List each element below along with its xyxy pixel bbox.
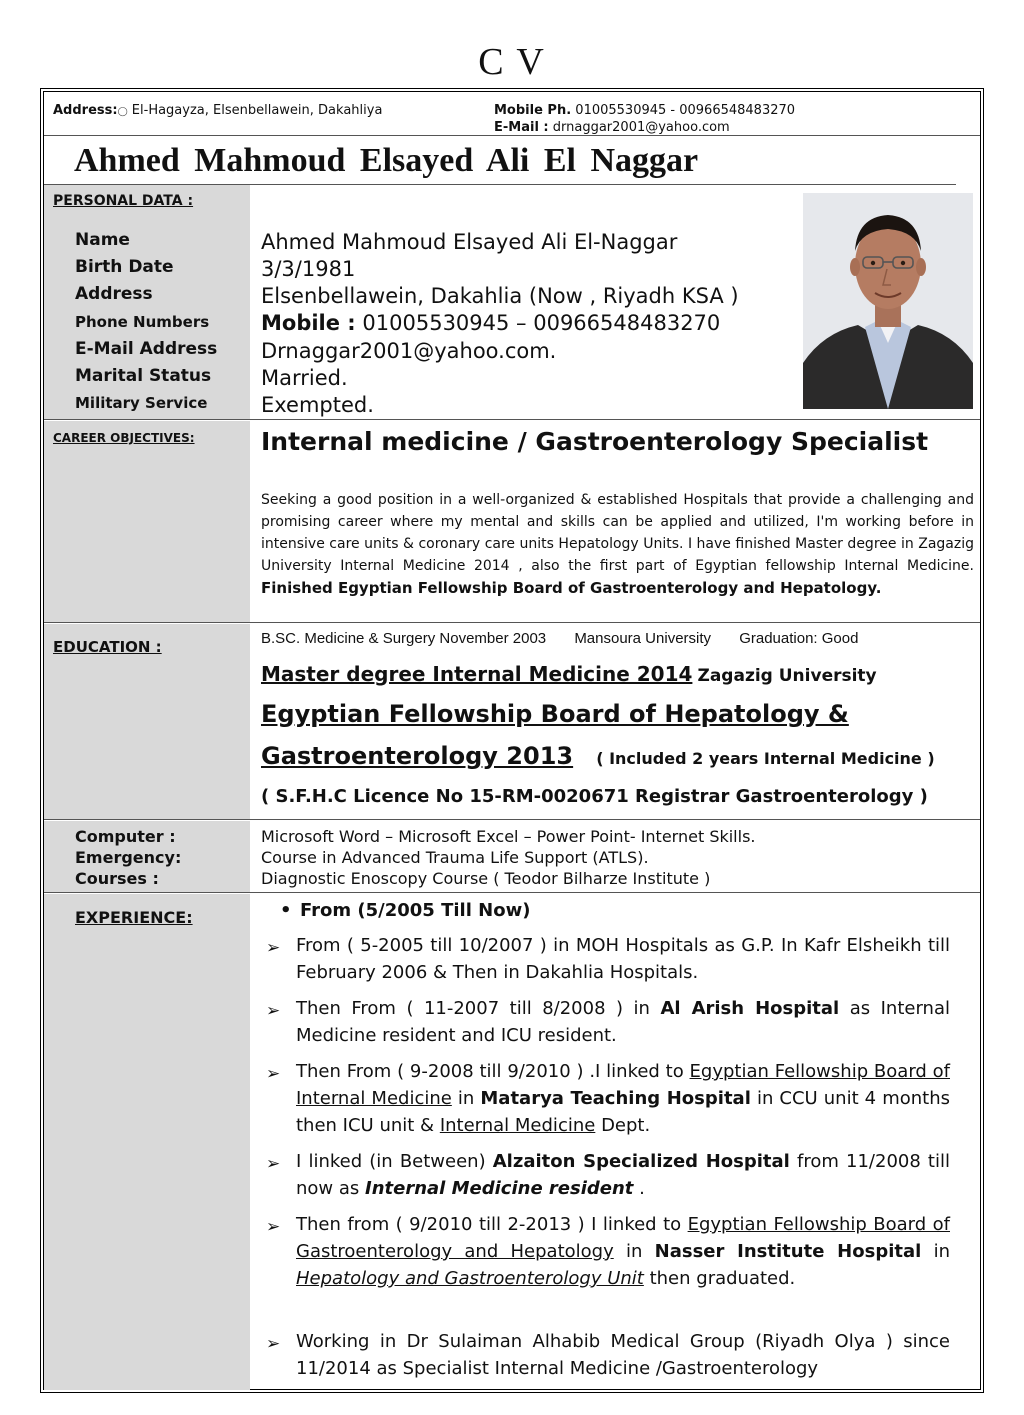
value-military-service: Exempted. [261,393,374,417]
personal-data-section [44,185,980,420]
exp3-text-a: Then From ( 9-2008 till 9/2010 ) .I linked to [296,1061,684,1082]
career-paragraph [261,489,974,600]
exp4-text-a: I linked (in Between) [296,1151,486,1172]
experience-heading: From (5/2005 Till Now) [300,900,531,921]
edu-fellowship-note: ( Included 2 years Internal Medicine ) [596,749,935,768]
skills-content-column [250,821,980,892]
exp4-text-e: . [639,1178,645,1199]
arrow-bullet-icon: ➢ [266,1217,281,1237]
personal-labels-column [44,185,250,419]
exp5-text-e: in [933,1241,950,1262]
education-title: EDUCATION : [53,638,162,656]
exp3-fellowship: Egyptian Fellowship Board of Internal Medicine [296,1061,950,1109]
edu-bsc-grade: Graduation: Good [739,630,859,647]
experience-section [44,894,980,1390]
label-address: Address [75,284,153,304]
experience-item-5 [296,1211,950,1292]
value-emergency: Course in Advanced Trauma Life Support (ATLS). [261,848,649,867]
edu-bsc-line [261,630,858,647]
exp5-text-a: Then from ( 9/2010 till 2-2013 ) I linked to [296,1214,682,1235]
profile-photo [803,193,973,409]
exp5-hospital: Nasser Institute Hospital [654,1241,922,1262]
arrow-bullet-icon: ➢ [266,1064,281,1084]
profile-photo-illustration [803,193,973,409]
edu-bsc-university: Mansoura University [574,630,712,647]
career-paragraph-bold: Finished Egyptian Fellowship Board of Gastroenterology and Hepatology. [261,579,882,597]
address-label: Address: [53,103,118,118]
value-marital-status: Married. [261,366,348,390]
value-computer: Microsoft Word – Microsoft Excel – Power Point- Internet Skills. [261,827,756,846]
arrow-bullet-icon: ➢ [266,1334,281,1354]
edu-master-university: Zagazig University [697,666,877,686]
edu-fellowship-line-2 [261,742,935,770]
education-label-column [44,624,250,819]
education-content-column [250,624,980,819]
experience-item-2 [296,995,950,1049]
label-computer: Computer : [75,827,176,846]
cv-frame [40,88,984,1393]
education-section [44,624,980,820]
label-name: Name [75,230,130,250]
mobile-numbers: 01005530945 – 00966548483270 [362,311,721,335]
exp4-text-c: from 11/2008 till now as [296,1151,950,1199]
email-label: E-Mail : [494,120,549,135]
label-military-service: Military Service [75,394,208,412]
email-line [494,120,730,135]
edu-master-line [261,662,877,686]
arrow-bullet-icon: ➢ [266,938,281,958]
edu-fellowship-year: Gastroenterology 2013 [261,742,574,770]
value-email-address[interactable]: Drnaggar2001@yahoo.com. [261,339,557,363]
label-birth-date: Birth Date [75,257,174,277]
edu-licence: ( S.F.H.C Licence No 15-RM-0020671 Registrar Gastroenterology ) [261,786,928,807]
cv-title: C V [478,41,546,83]
career-paragraph-text: Seeking a good position in a well-organized & established Hospitals that provide a challenging and promising career where my mental and skills can be applied and utilized, I'm working before in intensive care units & coronary care units Hepatology Units. I have finished Master degree in Zagazig University Internal Medicine 2014 , also the first part of Egyptian fellowship Internal Medicine. [261,492,974,574]
exp4-role: Internal Medicine resident [365,1178,634,1199]
exp5-text-g: then graduated. [649,1268,796,1289]
career-title: Internal medicine / Gastroenterology Specialist [261,427,929,456]
personal-data-title: PERSONAL DATA : [53,193,194,209]
exp2-text-c: as Internal Medicine resident and ICU resident. [296,998,950,1046]
career-objectives-section [44,421,980,623]
address-value: El-Hagayza, Elsenbellawein, Dakahliya [131,103,383,118]
exp3-hospital: Matarya Teaching Hospital [480,1088,751,1109]
exp3-dept: Internal Medicine [439,1115,596,1136]
contact-header [44,92,980,136]
experience-item-1: From ( 5-2005 till 10/2007 ) in MOH Hospitals as G.P. In Kafr Elsheikh till February 2006 & Then in Dakahlia Hospitals. [296,935,950,983]
address-line [53,103,382,118]
skills-section [44,821,980,893]
experience-label-column [44,894,250,1390]
value-address: Elsenbellawein, Dakahlia (Now , Riyadh KSA ) [261,284,739,308]
experience-item-3 [296,1058,950,1139]
value-phone-numbers [261,311,720,335]
exp3-text-e: in CCU unit 4 months then ICU unit & [296,1088,950,1136]
arrow-bullet-icon: ➢ [266,1001,281,1021]
exp3-text-g: Dept. [601,1115,651,1136]
exp4-hospital: Alzaiton Specialized Hospital [492,1151,790,1172]
edu-fellowship-line-1: Egyptian Fellowship Board of Hepatology & [261,700,849,728]
career-label-column [44,421,250,622]
arrow-bullet-icon: ➢ [266,1154,281,1174]
skills-label-column [44,821,250,892]
name-banner [44,136,980,184]
experience-title: EXPERIENCE: [75,908,193,927]
experience-item-6: Working in Dr Sulaiman Alhabib Medical Group (Riyadh Olya ) since 11/2014 as Specialist Internal Medicine /Gastroenterology [296,1331,950,1379]
exp5-text-c: in [625,1241,643,1262]
exp2-hospital: Al Arish Hospital [660,998,840,1019]
value-name: Ahmed Mahmoud Elsayed Ali El-Naggar [261,230,678,254]
label-phone-numbers: Phone Numbers [75,313,210,331]
label-courses: Courses : [75,869,159,888]
career-objectives-title: CAREER OBJECTIVES: [53,431,195,445]
exp2-text-a: Then From ( 11-2007 till 8/2008 ) in [296,998,650,1019]
exp5-fellowship: Egyptian Fellowship Board of Gastroenterology and Hepatology [296,1214,950,1262]
mobile-prefix: Mobile : [261,311,356,335]
personal-values-column [250,185,980,419]
edu-master: Master degree Internal Medicine 2014 [261,662,693,686]
experience-item-4 [296,1148,950,1202]
mobile-label: Mobile Ph. [494,103,572,118]
mobile-value: 01005530945 - 00966548483270 [575,103,796,118]
experience-content-column [250,894,980,1390]
value-birth-date: 3/3/1981 [261,257,356,281]
exp5-unit: Hepatology and Gastroenterology Unit [296,1268,644,1289]
career-content-column [250,421,980,622]
label-email-address: E-Mail Address [75,339,218,359]
mobile-line [494,103,795,118]
bullet-dot-icon: • [280,900,292,921]
value-courses: Diagnostic Enoscopy Course ( Teodor Bilharze Institute ) [261,869,711,888]
full-name: Ahmed Mahmoud Elsayed Ali El Naggar [74,142,699,179]
edu-bsc: B.SC. Medicine & Surgery November 2003 [261,630,547,647]
label-marital-status: Marital Status [75,366,212,386]
exp3-text-c: in [457,1088,475,1109]
label-emergency: Emergency: [75,848,182,867]
email-value[interactable]: drnaggar2001@yahoo.com [552,120,730,135]
location-pin-icon: ◯ [117,107,128,117]
